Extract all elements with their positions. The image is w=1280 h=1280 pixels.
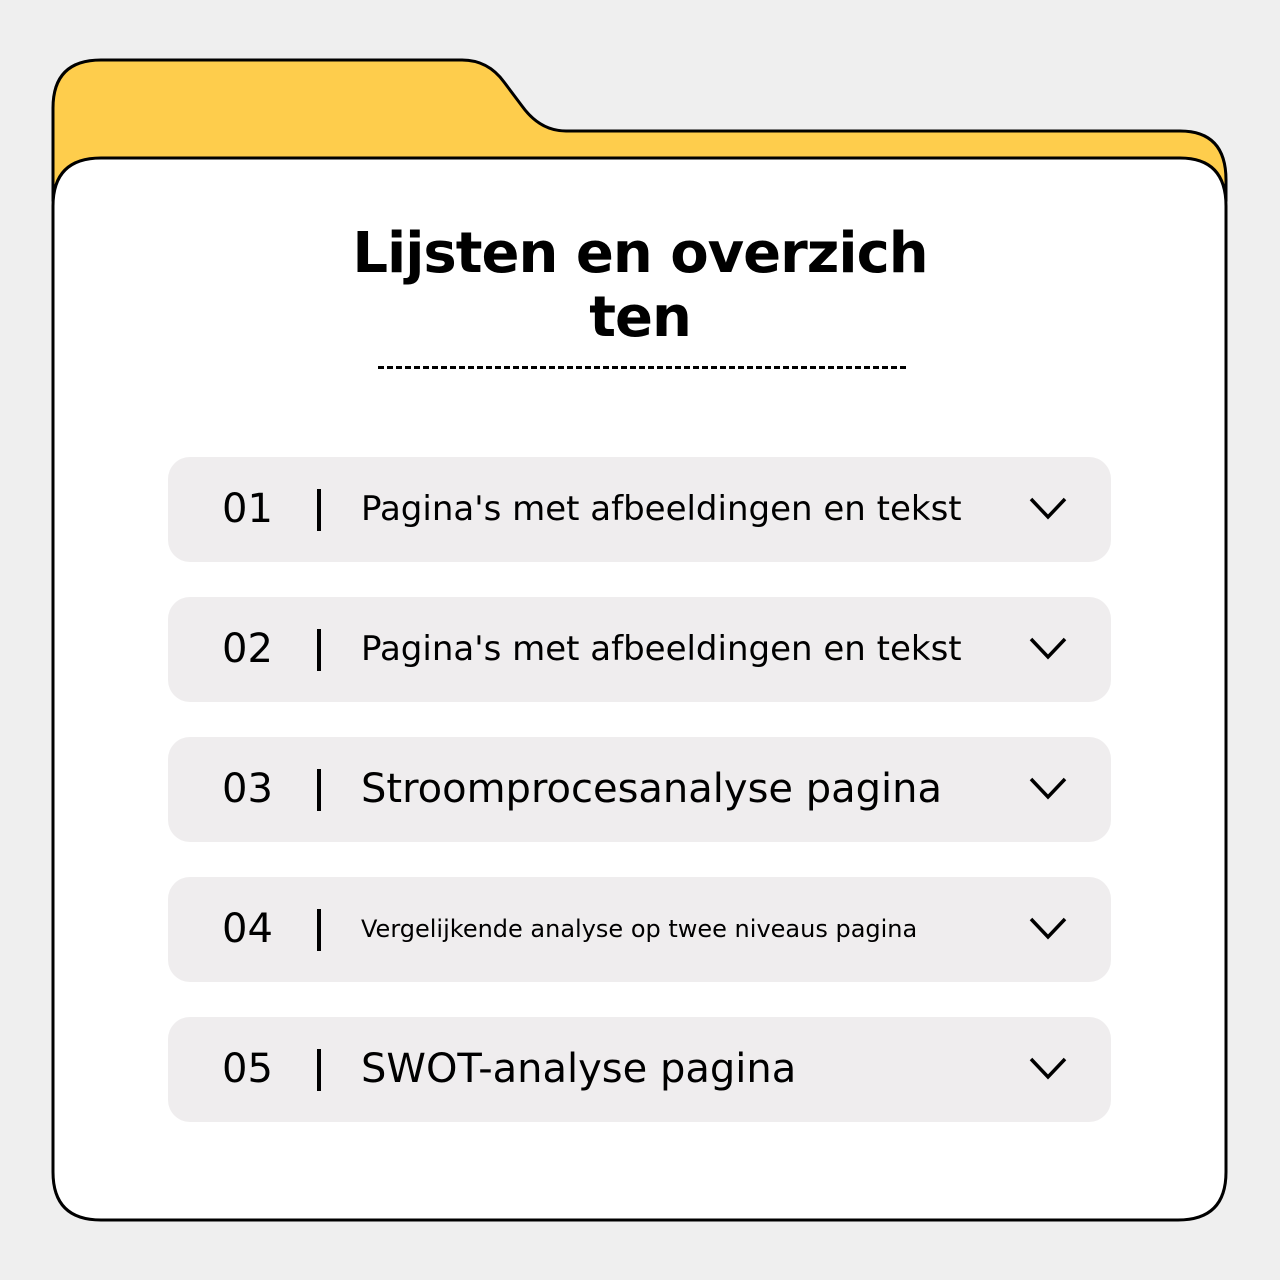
item-number: 05 <box>222 1046 273 1092</box>
item-number: 03 <box>222 766 273 812</box>
item-number: 04 <box>222 906 273 952</box>
item-number: 01 <box>222 486 273 532</box>
list-item-03[interactable] <box>168 737 1111 842</box>
separator <box>317 909 321 951</box>
list-item-01[interactable] <box>168 457 1111 562</box>
chevron-down-icon[interactable] <box>1028 635 1068 663</box>
list-item-05[interactable] <box>168 1017 1111 1122</box>
item-label: Stroomprocesanalyse pagina <box>361 766 943 812</box>
list-item-04[interactable] <box>168 877 1111 982</box>
separator <box>317 1049 321 1091</box>
chevron-down-icon[interactable] <box>1028 775 1068 803</box>
chevron-down-icon[interactable] <box>1028 1055 1068 1083</box>
item-number: 02 <box>222 626 273 672</box>
item-label: Pagina's met afbeeldingen en tekst <box>361 489 962 529</box>
list-item-02[interactable] <box>168 597 1111 702</box>
chevron-down-icon[interactable] <box>1028 495 1068 523</box>
page-title: Lijsten en overzichten <box>352 221 928 350</box>
item-label: Vergelijkende analyse op twee niveaus pagina <box>361 915 918 943</box>
chevron-down-icon[interactable] <box>1028 915 1068 943</box>
separator <box>317 769 321 811</box>
separator <box>317 629 321 671</box>
item-label: Pagina's met afbeeldingen en tekst <box>361 629 962 669</box>
separator <box>317 489 321 531</box>
item-label: SWOT-analyse pagina <box>361 1046 797 1092</box>
title-divider <box>378 366 906 369</box>
contents-list <box>168 457 1111 1157</box>
